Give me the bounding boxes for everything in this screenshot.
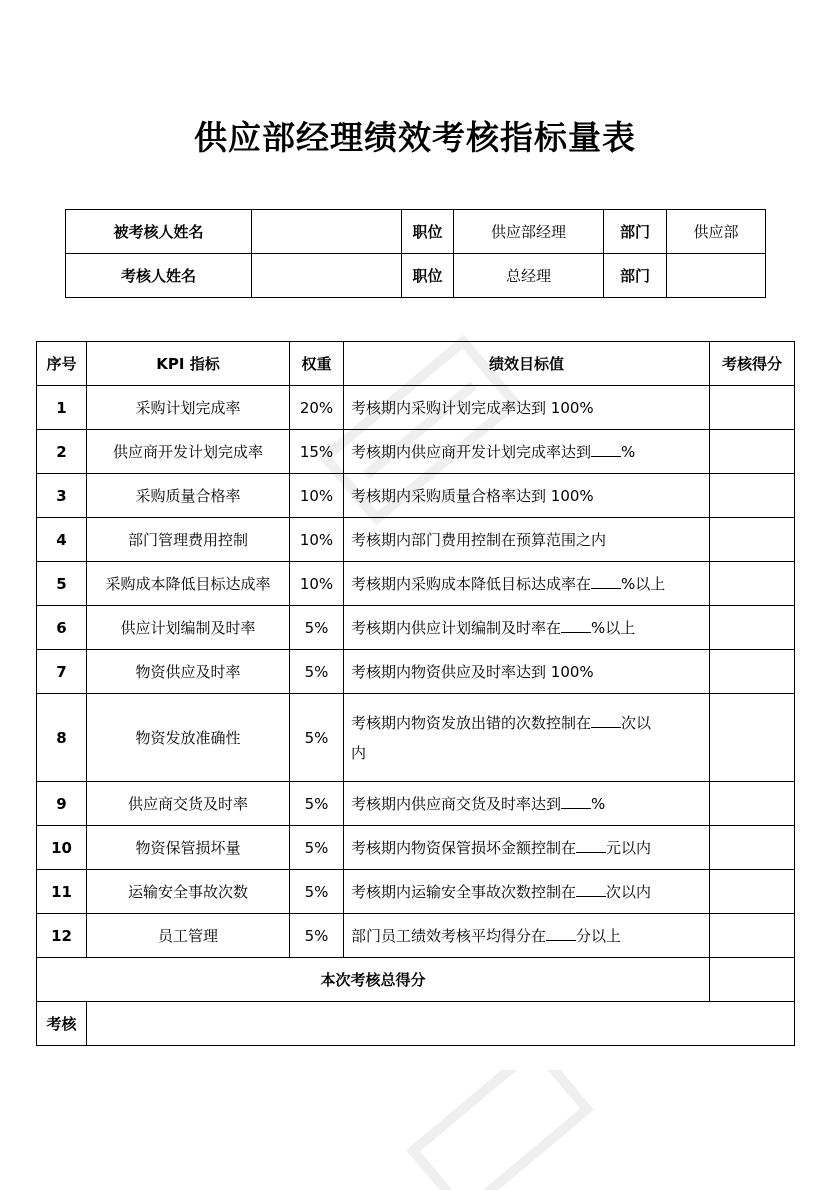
assessor-position-value[interactable]: 总经理: [454, 254, 604, 298]
watermark: [400, 1070, 600, 1190]
row-score[interactable]: [710, 606, 795, 650]
row-no: 5: [37, 562, 87, 606]
row-goal: [344, 694, 710, 782]
kpi-table: [36, 341, 795, 1046]
row-weight: 15%: [290, 430, 344, 474]
total-score-label: 本次考核总得分: [37, 958, 710, 1002]
row-weight: 10%: [290, 562, 344, 606]
kpi-row: [37, 650, 795, 694]
row-score[interactable]: [710, 474, 795, 518]
comment-row: [37, 1002, 795, 1046]
row-no: 1: [37, 386, 87, 430]
row-goal: 考核期内采购质量合格率达到 100%: [344, 474, 710, 518]
total-row: [37, 958, 795, 1002]
goal-unit-cont: 内: [351, 743, 367, 762]
goal-text: 考核期内运输安全事故次数控制在: [351, 882, 577, 901]
row-no: 9: [37, 782, 87, 826]
assessor-dept-value[interactable]: [667, 254, 766, 298]
row-kpi: 采购计划完成率: [87, 386, 290, 430]
row-weight: 5%: [290, 914, 344, 958]
kpi-row: [37, 694, 795, 782]
kpi-row: [37, 518, 795, 562]
row-goal: [344, 782, 710, 826]
row-score[interactable]: [710, 826, 795, 870]
total-score-value[interactable]: [710, 958, 795, 1002]
assessee-dept-label: 部门: [604, 210, 667, 254]
row-score[interactable]: [710, 782, 795, 826]
row-kpi: 供应商交货及时率: [87, 782, 290, 826]
row-score[interactable]: [710, 386, 795, 430]
row-no: 2: [37, 430, 87, 474]
assessor-name-value[interactable]: [252, 254, 402, 298]
goal-text: 考核期内供应计划编制及时率在: [351, 618, 562, 637]
row-weight: 20%: [290, 386, 344, 430]
kpi-row: [37, 914, 795, 958]
fill-blank[interactable]: [546, 926, 576, 941]
fill-blank[interactable]: [576, 882, 606, 897]
goal-text: 考核期内物资发放出错的次数控制在: [351, 713, 592, 732]
goal-unit: %以上: [621, 574, 666, 593]
row-goal: [344, 826, 710, 870]
comment-field[interactable]: [87, 1002, 795, 1046]
goal-text: 考核期内供应商开发计划完成率达到: [351, 442, 592, 461]
fill-blank[interactable]: [591, 442, 621, 457]
row-kpi: 员工管理: [87, 914, 290, 958]
row-score[interactable]: [710, 694, 795, 782]
kpi-row: [37, 386, 795, 430]
kpi-row: [37, 826, 795, 870]
row-no: 4: [37, 518, 87, 562]
row-score[interactable]: [710, 562, 795, 606]
kpi-row: [37, 474, 795, 518]
kpi-row: [37, 870, 795, 914]
fill-blank[interactable]: [591, 574, 621, 589]
assessor-name-label: 考核人姓名: [66, 254, 252, 298]
fill-blank[interactable]: [561, 618, 591, 633]
row-weight: 5%: [290, 782, 344, 826]
assessor-row: [66, 254, 766, 298]
row-goal: [344, 870, 710, 914]
assessee-position-label: 职位: [402, 210, 454, 254]
row-no: 12: [37, 914, 87, 958]
comment-label: 考核: [37, 1002, 87, 1046]
goal-unit: 分以上: [576, 926, 622, 945]
row-goal: 考核期内部门费用控制在预算范围之内: [344, 518, 710, 562]
row-no: 8: [37, 694, 87, 782]
goal-unit: 次以内: [606, 882, 652, 901]
goal-unit: 次以: [621, 713, 652, 732]
fill-blank[interactable]: [591, 713, 621, 728]
row-weight: 5%: [290, 694, 344, 782]
assessee-position-value[interactable]: 供应部经理: [454, 210, 604, 254]
header-weight: 权重: [290, 342, 344, 386]
row-score[interactable]: [710, 914, 795, 958]
kpi-header-row: [37, 342, 795, 386]
goal-unit: %: [621, 442, 636, 461]
row-no: 10: [37, 826, 87, 870]
row-kpi: 物资供应及时率: [87, 650, 290, 694]
row-score[interactable]: [710, 518, 795, 562]
row-goal: 考核期内采购计划完成率达到 100%: [344, 386, 710, 430]
row-weight: 5%: [290, 650, 344, 694]
row-goal: [344, 914, 710, 958]
assessee-name-label: 被考核人姓名: [66, 210, 252, 254]
row-kpi: 采购成本降低目标达成率: [87, 562, 290, 606]
header-kpi: KPI 指标: [87, 342, 290, 386]
kpi-row: [37, 782, 795, 826]
row-goal: [344, 606, 710, 650]
row-weight: 10%: [290, 518, 344, 562]
fill-blank[interactable]: [561, 794, 591, 809]
row-kpi: 物资发放准确性: [87, 694, 290, 782]
row-score[interactable]: [710, 870, 795, 914]
assessee-row: [66, 210, 766, 254]
row-weight: 5%: [290, 606, 344, 650]
goal-text: 考核期内采购成本降低目标达成率在: [351, 574, 592, 593]
goal-unit: %以上: [591, 618, 636, 637]
kpi-row: [37, 430, 795, 474]
row-weight: 5%: [290, 870, 344, 914]
row-no: 6: [37, 606, 87, 650]
row-kpi: 供应计划编制及时率: [87, 606, 290, 650]
kpi-row: [37, 562, 795, 606]
row-score[interactable]: [710, 430, 795, 474]
row-no: 7: [37, 650, 87, 694]
header-goal: 绩效目标值: [344, 342, 710, 386]
row-weight: 10%: [290, 474, 344, 518]
row-goal: [344, 430, 710, 474]
row-kpi: 运输安全事故次数: [87, 870, 290, 914]
kpi-row: [37, 606, 795, 650]
row-no: 11: [37, 870, 87, 914]
fill-blank[interactable]: [576, 838, 606, 853]
assessee-name-value[interactable]: [252, 210, 402, 254]
row-weight: 5%: [290, 826, 344, 870]
header-no: 序号: [37, 342, 87, 386]
goal-text: 考核期内供应商交货及时率达到: [351, 794, 562, 813]
header-score: 考核得分: [710, 342, 795, 386]
row-goal: 考核期内物资供应及时率达到 100%: [344, 650, 710, 694]
row-kpi: 部门管理费用控制: [87, 518, 290, 562]
assessee-info-table: [65, 209, 766, 298]
row-kpi: 物资保管损坏量: [87, 826, 290, 870]
page-title: 供应部经理绩效考核指标量表: [194, 118, 636, 157]
row-goal: [344, 562, 710, 606]
assessee-dept-value[interactable]: 供应部: [667, 210, 766, 254]
row-no: 3: [37, 474, 87, 518]
assessor-dept-label: 部门: [604, 254, 667, 298]
goal-text: 考核期内物资保管损坏金额控制在: [351, 838, 577, 857]
goal-text: 部门员工绩效考核平均得分在: [351, 926, 547, 945]
row-kpi: 供应商开发计划完成率: [87, 430, 290, 474]
goal-unit: %: [591, 794, 606, 813]
row-score[interactable]: [710, 650, 795, 694]
goal-unit: 元以内: [606, 838, 652, 857]
row-kpi: 采购质量合格率: [87, 474, 290, 518]
assessor-position-label: 职位: [402, 254, 454, 298]
